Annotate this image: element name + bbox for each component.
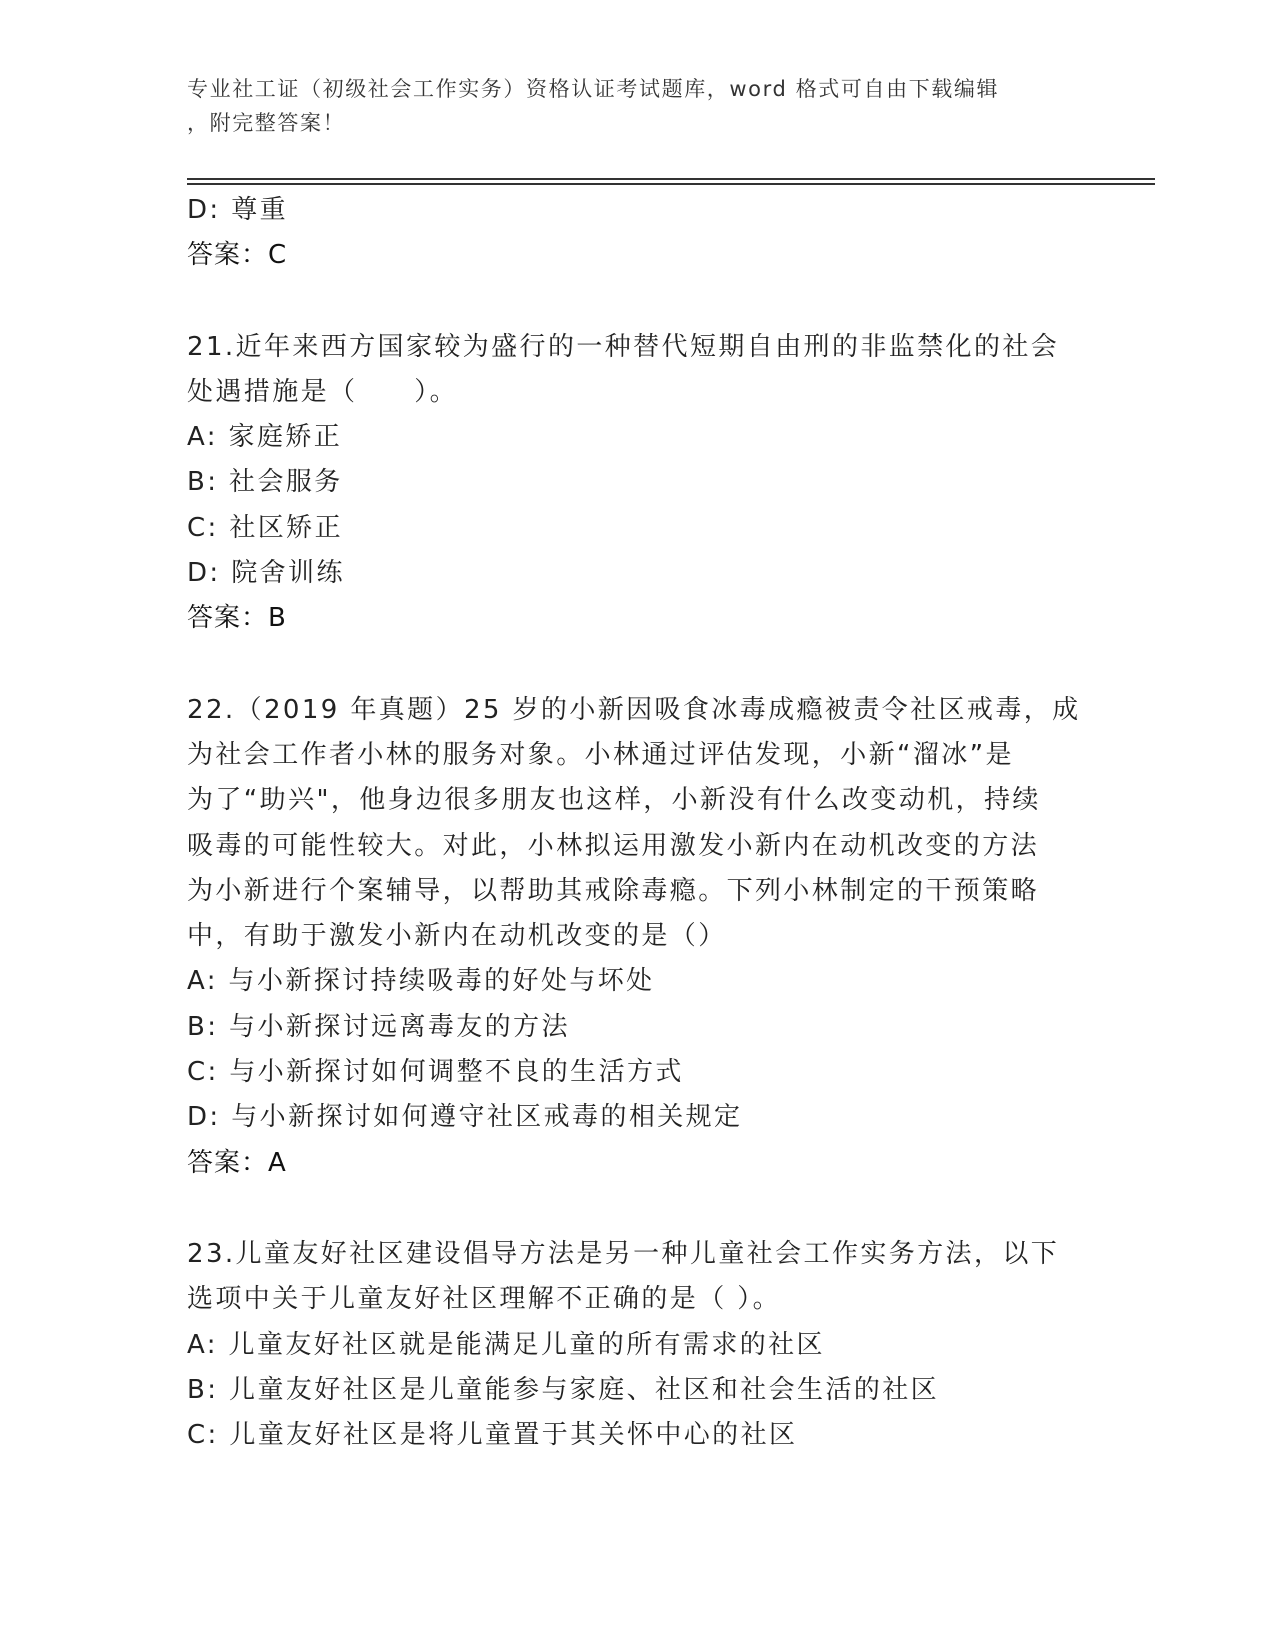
option-c: C: 与小新探讨如何调整不良的生活方式	[187, 1057, 684, 1088]
spacer	[187, 279, 1087, 325]
answer-line: 答案：B	[187, 603, 287, 634]
option-a: A: 与小新探讨持续吸毒的好处与坏处	[187, 966, 655, 997]
header-rule-bottom	[187, 183, 1155, 185]
option-d: D: 与小新探讨如何遵守社区戒毒的相关规定	[187, 1102, 743, 1133]
option-b: B: 社会服务	[187, 467, 343, 498]
answer-line: 答案：A	[187, 1147, 287, 1178]
question-stem-line: 处遇措施是（ ）。	[187, 376, 459, 407]
option-a: A: 家庭矫正	[187, 422, 343, 453]
header-line-2: ，附完整答案！	[187, 111, 346, 135]
question-stem-line: 吸毒的可能性较大。对此，小林拟运用激发小新内在动机改变的方法	[187, 830, 1040, 861]
question-22	[187, 688, 1087, 1186]
question-stem-line: 选项中关于儿童友好社区理解不正确的是（ ）。	[187, 1284, 782, 1315]
option-b: B: 儿童友好社区是儿童能参与家庭、社区和社会生活的社区	[187, 1374, 940, 1405]
question-stem-line: 中，有助于激发小新内在动机改变的是（）	[187, 921, 727, 952]
page-header	[187, 72, 1067, 140]
header-rule-top	[187, 178, 1155, 180]
spacer	[187, 642, 1087, 688]
document-body	[187, 188, 1087, 1458]
question-stem-line: 23.儿童友好社区建设倡导方法是另一种儿童社会工作实务方法，以下	[187, 1238, 1060, 1269]
question-stem-line: 21.近年来西方国家较为盛行的一种替代短期自由刑的非监禁化的社会	[187, 331, 1060, 362]
option-d: D: 院舍训练	[187, 558, 345, 589]
previous-question-tail	[187, 188, 1087, 279]
option-a: A: 儿童友好社区就是能满足儿童的所有需求的社区	[187, 1329, 825, 1360]
header-line-1: 专业社工证（初级社会工作实务）资格认证考试题库，word 格式可自由下载编辑	[187, 77, 1000, 101]
question-21	[187, 325, 1087, 642]
answer-line: 答案：C	[187, 240, 288, 271]
question-stem-line: 为社会工作者小林的服务对象。小林通过评估发现，小新“溜冰”是	[187, 739, 1014, 770]
option-d: D: 尊重	[187, 195, 289, 225]
option-b: B: 与小新探讨远离毒友的方法	[187, 1011, 570, 1042]
question-stem-line: 为了“助兴"，他身边很多朋友也这样，小新没有什么改变动机，持续	[187, 785, 1041, 816]
question-23	[187, 1232, 1087, 1458]
option-c: C: 儿童友好社区是将儿童置于其关怀中心的社区	[187, 1420, 798, 1451]
question-stem-line: 为小新进行个案辅导，以帮助其戒除毒瘾。下列小林制定的干预策略	[187, 875, 1040, 906]
option-c: C: 社区矫正	[187, 512, 343, 543]
spacer	[187, 1186, 1087, 1232]
question-stem-line: 22.（2019 年真题）25 岁的小新因吸食冰毒成瘾被责令社区戒毒，成	[187, 694, 1081, 725]
